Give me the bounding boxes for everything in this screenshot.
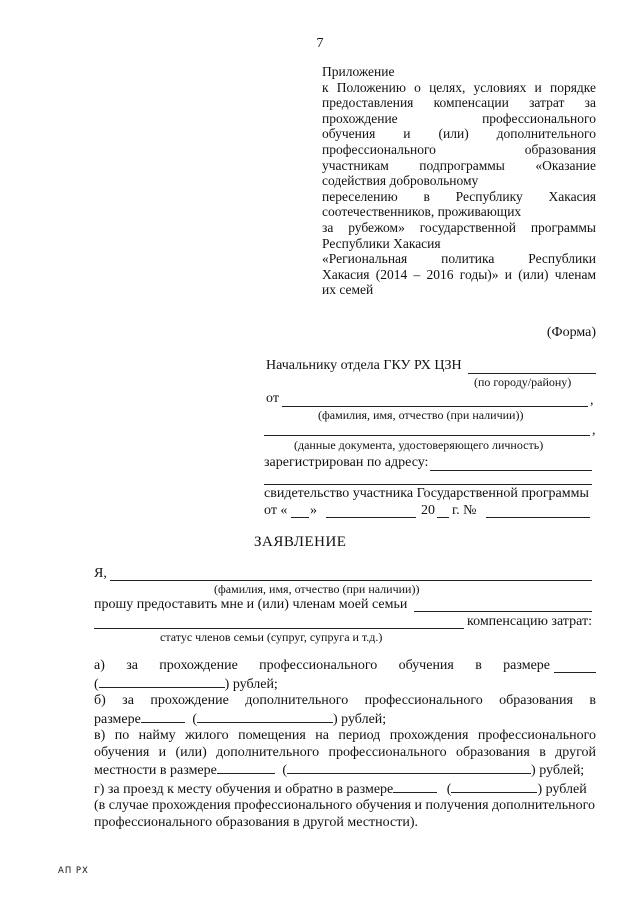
item-g-line-3: профессионального образования в другой местности). xyxy=(94,814,418,830)
appendix-line: прохождение профессионального xyxy=(322,110,596,126)
date-mid: » xyxy=(310,503,317,518)
compensation-label: компенсацию затрат: xyxy=(467,614,592,629)
page-number: 7 xyxy=(316,36,324,51)
appendix-line: участникам подпрограммы «Оказание xyxy=(322,157,596,173)
appendix-line: Республики Хакасия xyxy=(322,235,441,251)
item-g-amount-field[interactable] xyxy=(393,780,437,793)
date-prefix: от « xyxy=(264,503,288,518)
item-b-line-1: б) за прохождение дополнительного профессионального образования в xyxy=(94,693,596,708)
year-label: 20 xyxy=(421,503,435,518)
item-g-line-1 xyxy=(94,780,596,799)
appendix-line: «Региональная политика Республики xyxy=(322,251,596,267)
paren-open: ( xyxy=(94,676,99,692)
family-members-field-2[interactable] xyxy=(94,628,464,629)
paren-open: ( xyxy=(282,763,288,778)
certificate-number-field[interactable] xyxy=(486,517,590,518)
item-v-end-text: ) рублей; xyxy=(531,763,585,778)
item-a-amount-field[interactable] xyxy=(554,672,596,673)
appendix-line: обучения и (или) дополнительного xyxy=(322,126,596,142)
appendix-block xyxy=(322,64,596,298)
item-v-amount-field[interactable] xyxy=(217,761,275,774)
item-b-amount-field[interactable] xyxy=(141,710,185,723)
item-g-start-text: г) за проезд к месту обучения и обратно в размере xyxy=(94,781,394,797)
day-field[interactable] xyxy=(291,517,309,518)
appendix-line: Хакасия (2014 – 2016 годы)» и (или) членам xyxy=(322,266,596,282)
item-v-line-1: в) по найму жилого помещения на период прохождения профессионального xyxy=(94,728,596,743)
item-a-words-field[interactable] xyxy=(99,675,225,688)
i-label: Я, xyxy=(94,566,107,581)
appendix-line: содействия добровольному xyxy=(322,173,479,189)
registered-field-2[interactable] xyxy=(264,484,592,485)
year-suffix: г. № xyxy=(452,503,477,518)
name-caption: (фамилия, имя, отчество (при наличии)) xyxy=(214,582,420,596)
item-a-line-1 xyxy=(94,658,596,675)
status-caption: статус членов семьи (супруг, супруга и т.д.) xyxy=(160,630,383,644)
item-a-line-2 xyxy=(94,675,596,694)
appendix-line: переселению в Республику Хакасия xyxy=(322,188,596,204)
comma: , xyxy=(592,423,596,438)
certificate-label: свидетельство участника Государственной программы xyxy=(264,486,589,501)
document-title: ЗАЯВЛЕНИЕ xyxy=(254,534,347,550)
registered-label: зарегистрирован по адресу: xyxy=(264,455,429,470)
appendix-line: за рубежом» государственной программы xyxy=(322,219,596,235)
item-a-end-text: ) рублей; xyxy=(224,676,278,692)
item-b-words-field[interactable] xyxy=(197,710,333,723)
appendix-line: соотечественников, проживающих xyxy=(322,204,522,220)
year-field[interactable] xyxy=(437,517,449,518)
item-g-words-field[interactable] xyxy=(451,780,537,793)
request-label: прошу предоставить мне и (или) членам моей семьи xyxy=(94,597,408,612)
appendix-line: Приложение xyxy=(322,64,395,79)
item-v-line-3 xyxy=(94,761,596,780)
form-label: (Форма) xyxy=(546,325,596,340)
items-block xyxy=(94,658,596,831)
appendix-line: предоставления компенсации затрат за xyxy=(322,95,596,111)
paren-open: ( xyxy=(446,781,452,797)
document-caption: (данные документа, удостоверяющего личность) xyxy=(294,438,544,452)
family-members-field[interactable] xyxy=(414,611,592,612)
month-field[interactable] xyxy=(326,517,416,518)
appendix-line: профессионального образования xyxy=(322,141,596,157)
registered-field[interactable] xyxy=(430,470,592,471)
from-label: от xyxy=(266,391,279,406)
item-g-end-text: ) рублей xyxy=(537,781,587,797)
paren-open: ( xyxy=(192,711,198,727)
item-a-text: а) за прохождение профессионального обучения в размере xyxy=(94,658,550,673)
item-v-words-field[interactable] xyxy=(287,761,531,774)
item-v-start-text: местности в размере xyxy=(94,763,217,778)
item-b-end-text: ) рублей; xyxy=(333,711,387,727)
document-field[interactable] xyxy=(264,435,590,436)
applicant-name-field[interactable] xyxy=(110,580,592,581)
item-b-start-text: размере xyxy=(94,711,141,727)
footer-code: АП РХ xyxy=(58,866,89,876)
comma: , xyxy=(590,393,594,408)
item-b-line-2 xyxy=(94,710,596,729)
head-caption: (по городу/району) xyxy=(474,375,572,389)
appendix-line: к Положению о целях, условиях и порядке xyxy=(322,79,596,95)
from-caption: (фамилия, имя, отчество (при наличии)) xyxy=(318,408,524,422)
from-field[interactable] xyxy=(282,406,588,407)
item-v-line-2: обучения и (или) дополнительного профессионального образования в другой xyxy=(94,744,596,760)
head-label: Начальнику отдела ГКУ РХ ЦЗН xyxy=(266,358,462,373)
head-field[interactable] xyxy=(468,373,596,374)
appendix-line: их семей xyxy=(322,282,374,298)
item-g-line-2: (в случае прохождения профессионального обучения и получения дополнительного xyxy=(94,798,595,813)
